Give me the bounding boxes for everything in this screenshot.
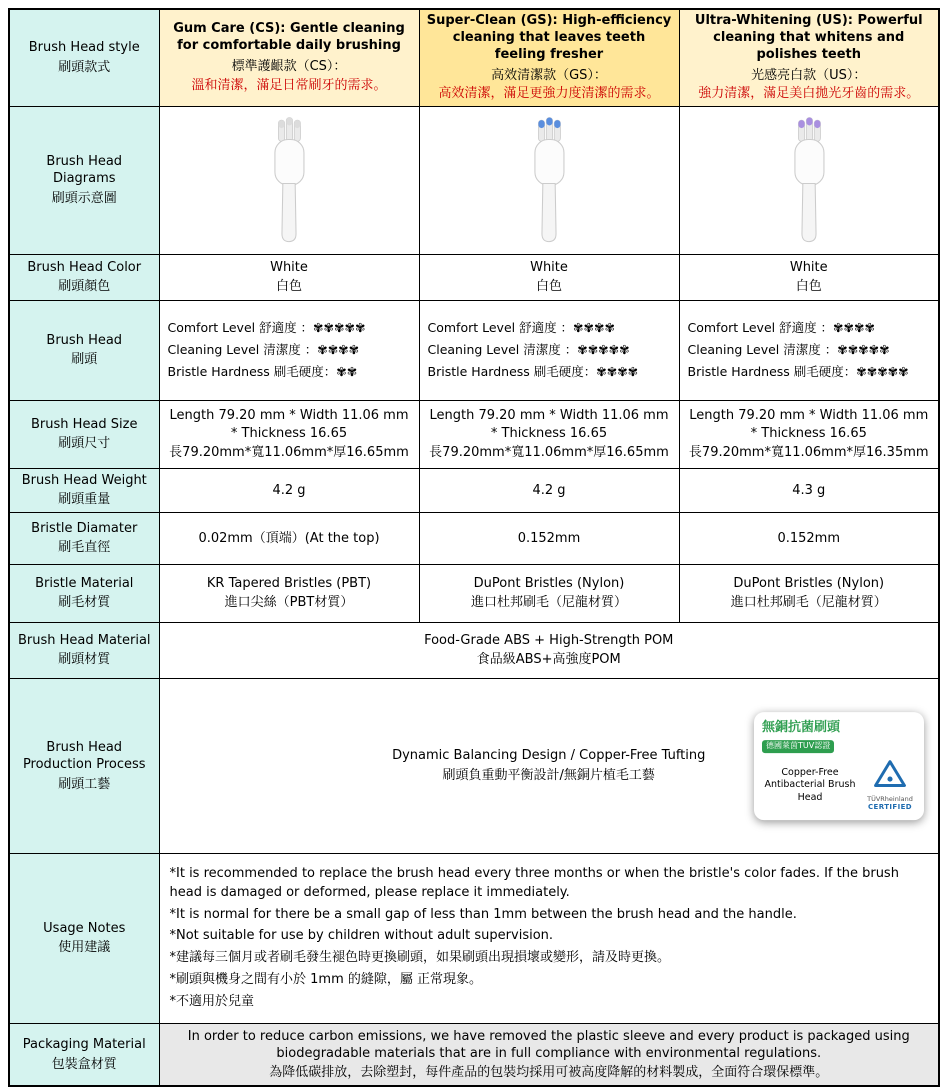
row-label-en: Brush Head <box>46 332 123 348</box>
row-label-en: Brush Head Size <box>31 416 138 432</box>
color-value-zh: 白色 <box>795 278 822 294</box>
toothbrush-head-icon <box>518 114 580 246</box>
badge-body <box>762 759 916 813</box>
size-cell-gum-care <box>159 400 419 468</box>
col-header-zh-red: 高效清潔，滿足更強力度清潔的需求。 <box>438 86 660 102</box>
row-label-usage-notes <box>9 853 159 1023</box>
row-brush-head-weight <box>9 468 939 512</box>
row-brush-head-size <box>9 400 939 468</box>
col-header-super-clean <box>419 9 679 106</box>
row-label-en: Brush Head style <box>28 40 140 56</box>
usage-note-line: *建議每三個月或者刷毛發生褪色時更換刷頭，如果刷頭出現損壞或變形，請及時更換。 <box>169 950 671 966</box>
row-production-process <box>9 678 939 853</box>
row-brush-head-diagrams <box>9 106 939 254</box>
bristle-material-zh: 進口杜邦刷毛（尼龍材質） <box>730 594 887 610</box>
row-label-brush-head-material <box>9 622 159 678</box>
row-label-en: Brush Head Diagrams <box>46 153 123 187</box>
production-process-zh: 刷頭負重動平衡設計/無銅片植毛工藝 <box>442 767 655 783</box>
usage-notes-cell <box>159 853 939 1023</box>
usage-note-line: *It is recommended to replace the brush head every three months or when the bristle's color fades. If the brush head is damaged or deformed, please replace it immediately. <box>169 865 899 900</box>
comfort-level-rating: Comfort Level 舒適度 ：✾✾✾✾ <box>687 319 875 335</box>
bristle-material-zh: 進口杜邦刷毛（尼龍材質） <box>470 594 627 610</box>
packaging-material-cell <box>159 1023 939 1086</box>
cleaning-level-rating: Cleaning Level 清潔度 ：✾✾✾✾ <box>167 341 360 357</box>
head-material-zh: 食品級ABS+高強度POM <box>476 651 621 667</box>
col-header-en: Ultra-Whitening (US): Powerful cleaning that whitens and polishes teeth <box>694 13 923 62</box>
row-label-zh: 刷頭重量 <box>58 492 111 508</box>
color-value-en: White <box>270 260 308 276</box>
bristle-material-en: KR Tapered Bristles (PBT) <box>206 576 372 592</box>
bristle-hardness-rating: Bristle Hardness 刷毛硬度：✾✾✾✾ <box>427 363 639 379</box>
row-label-brush-head-color <box>9 254 159 300</box>
row-label-bristle-diameter <box>9 512 159 564</box>
usage-note-line: *It is normal for there be a small gap of less than 1mm between the brush head and the handle. <box>169 906 797 922</box>
tuv-rheinland-logo <box>864 759 916 813</box>
color-value-en: White <box>789 260 828 276</box>
row-label-brush-head-style <box>9 9 159 106</box>
bristle-hardness-rating: Bristle Hardness 刷毛硬度：✾✾✾✾✾ <box>687 363 909 379</box>
row-label-brush-head-diagrams <box>9 106 159 254</box>
color-cell-ultra-whitening <box>679 254 939 300</box>
row-label-bristle-material <box>9 564 159 622</box>
row-brush-head-style <box>9 9 939 106</box>
bristle-hardness-rating: Bristle Hardness 刷毛硬度：✾✾ <box>167 363 358 379</box>
comfort-level-rating: Comfort Level 舒適度 ：✾✾✾✾✾ <box>167 319 366 335</box>
row-label-en: Brush Head Weight <box>21 472 147 488</box>
row-label-zh: 刷毛材質 <box>58 595 111 611</box>
toothbrush-head-icon <box>778 114 840 246</box>
usage-note-line: *Not suitable for use by children without adult supervision. <box>169 928 554 944</box>
bristle-material-cell-ultra-whitening <box>679 564 939 622</box>
col-header-ultra-whitening <box>679 9 939 106</box>
usage-note-line: *不適用於兒童 <box>169 993 255 1009</box>
size-value-zh: 長79.20mm*寬11.06mm*厚16.35mm <box>688 444 929 460</box>
row-label-production-process <box>9 678 159 853</box>
ratings-cell-gum-care <box>159 300 419 400</box>
row-label-en: Brush Head Color <box>27 259 142 275</box>
bristle-material-cell-gum-care <box>159 564 419 622</box>
color-cell-super-clean <box>419 254 679 300</box>
ratings-cell-ultra-whitening <box>679 300 939 400</box>
col-header-zh: 標準護齦款（CS）： <box>231 59 347 75</box>
weight-cell-gum-care: 4.2 g <box>159 468 419 512</box>
col-header-en: Super-Clean (GS): High-efficiency cleaning that leaves teeth feeling fresher <box>426 13 672 62</box>
size-value-en: Length 79.20 mm * Width 11.06 mm * Thickness 16.65 <box>689 408 929 441</box>
tuv-certification-badge <box>754 712 924 820</box>
diagram-cell-ultra-whitening <box>679 106 939 254</box>
row-label-zh: 使用建議 <box>58 940 111 956</box>
color-value-en: White <box>530 260 568 276</box>
size-value-en: Length 79.20 mm * Width 11.06 mm * Thickness 16.65 <box>429 408 669 441</box>
color-cell-gum-care <box>159 254 419 300</box>
diagram-cell-gum-care <box>159 106 419 254</box>
badge-en-text <box>762 767 858 805</box>
row-label-zh: 刷頭款式 <box>58 59 111 75</box>
col-header-en: Gum Care (CS): Gentle cleaning for comfortable daily brushing <box>173 21 405 54</box>
row-label-zh: 刷頭材質 <box>58 652 111 668</box>
toothbrush-head-icon <box>258 114 320 246</box>
size-value-zh: 長79.20mm*寬11.06mm*厚16.65mm <box>429 444 669 460</box>
row-label-zh: 刷頭尺寸 <box>58 436 111 452</box>
diagram-cell-super-clean <box>419 106 679 254</box>
tuv-name-text: TÜVRheinland <box>867 794 913 803</box>
cleaning-level-rating: Cleaning Level 清潔度 ：✾✾✾✾✾ <box>427 341 630 357</box>
packaging-zh: 為降低碳排放，去除塑封，每件產品的包裝均採用可被高度降解的材料製成，全面符合環保標準。 <box>269 1064 829 1080</box>
row-packaging-material <box>9 1023 939 1086</box>
row-label-zh: 刷頭 <box>71 352 98 368</box>
diameter-cell-gum-care: 0.02mm（頂端）(At the top) <box>159 512 419 564</box>
size-value-en: Length 79.20 mm * Width 11.06 mm * Thickness 16.65 <box>169 408 409 441</box>
col-header-gum-care <box>159 9 419 106</box>
badge-en-line: Copper-Free <box>781 766 839 778</box>
row-bristle-material <box>9 564 939 622</box>
row-label-en: Brush Head Production Process <box>22 739 146 773</box>
size-value-zh: 長79.20mm*寬11.06mm*厚16.65mm <box>169 444 409 460</box>
row-label-zh: 刷毛直徑 <box>58 540 111 556</box>
comfort-level-rating: Comfort Level 舒適度 ：✾✾✾✾ <box>427 319 615 335</box>
ratings-cell-super-clean <box>419 300 679 400</box>
color-value-zh: 白色 <box>275 278 302 294</box>
col-header-zh: 高效清潔款（GS）： <box>491 67 607 83</box>
badge-en-line: Head <box>797 792 823 804</box>
bristle-material-zh: 進口尖絲（PBT材質） <box>224 594 354 610</box>
diameter-cell-super-clean: 0.152mm <box>419 512 679 564</box>
row-usage-notes <box>9 853 939 1023</box>
size-cell-ultra-whitening <box>679 400 939 468</box>
row-label-brush-head-weight <box>9 468 159 512</box>
weight-cell-ultra-whitening: 4.3 g <box>679 468 939 512</box>
row-label-zh: 刷頭示意圖 <box>51 191 117 207</box>
size-cell-super-clean <box>419 400 679 468</box>
row-label-en: Bristle Diamater <box>31 520 138 536</box>
brush-head-comparison-table <box>8 8 940 1087</box>
cleaning-level-rating: Cleaning Level 清潔度 ：✾✾✾✾✾ <box>687 341 890 357</box>
packaging-en: In order to reduce carbon emissions, we have removed the plastic sleeve and every product is packaged using biodegradable materials that are in full compliance with environmental regulations. <box>187 1028 910 1062</box>
row-label-brush-head-size <box>9 400 159 468</box>
color-value-zh: 白色 <box>535 278 562 294</box>
diameter-cell-ultra-whitening: 0.152mm <box>679 512 939 564</box>
row-label-packaging-material <box>9 1023 159 1086</box>
row-label-en: Usage Notes <box>43 920 126 936</box>
row-label-en: Bristle Material <box>35 575 134 591</box>
row-label-zh: 包裝盒材質 <box>51 1056 117 1072</box>
row-label-zh: 刷頭工藝 <box>58 776 111 792</box>
tuv-triangle-icon <box>873 759 907 788</box>
row-label-zh: 刷頭顏色 <box>58 279 111 295</box>
row-brush-head-material <box>9 622 939 678</box>
weight-cell-super-clean: 4.2 g <box>419 468 679 512</box>
badge-title: 無銅抗菌刷頭 <box>762 719 841 735</box>
badge-subtitle: 德國萊茵TUV認證 <box>762 740 834 753</box>
row-bristle-diameter <box>9 512 939 564</box>
head-material-cell <box>159 622 939 678</box>
row-brush-head-ratings <box>9 300 939 400</box>
row-label-brush-head <box>9 300 159 400</box>
bristle-material-en: DuPont Bristles (Nylon) <box>473 576 625 592</box>
badge-en-line: Antibacterial Brush <box>764 779 856 791</box>
row-brush-head-color <box>9 254 939 300</box>
production-process-en: Dynamic Balancing Design / Copper-Free Tufting <box>392 748 706 764</box>
super-clean-brush-head-image <box>426 114 673 246</box>
bristle-material-cell-super-clean <box>419 564 679 622</box>
usage-note-line: *刷頭與機身之間有小於 1mm 的縫隙，屬 正常現象。 <box>169 972 482 988</box>
col-header-zh: 光感亮白款（US）： <box>751 67 867 83</box>
col-header-zh-red: 溫和清潔，滿足日常刷牙的需求。 <box>191 77 387 93</box>
gum-care-brush-head-image <box>166 114 413 246</box>
col-header-zh-red: 強力清潔，滿足美白拋光牙齒的需求。 <box>698 86 920 102</box>
row-label-en: Packaging Material <box>22 1037 146 1053</box>
production-process-cell <box>159 678 939 853</box>
row-label-en: Brush Head Material <box>17 632 151 648</box>
ultra-whitening-brush-head-image <box>686 114 933 246</box>
tuv-certified-text: CERTIFIED <box>868 803 912 812</box>
head-material-en: Food-Grade ABS + High-Strength POM <box>424 633 674 649</box>
bristle-material-en: DuPont Bristles (Nylon) <box>733 576 885 592</box>
